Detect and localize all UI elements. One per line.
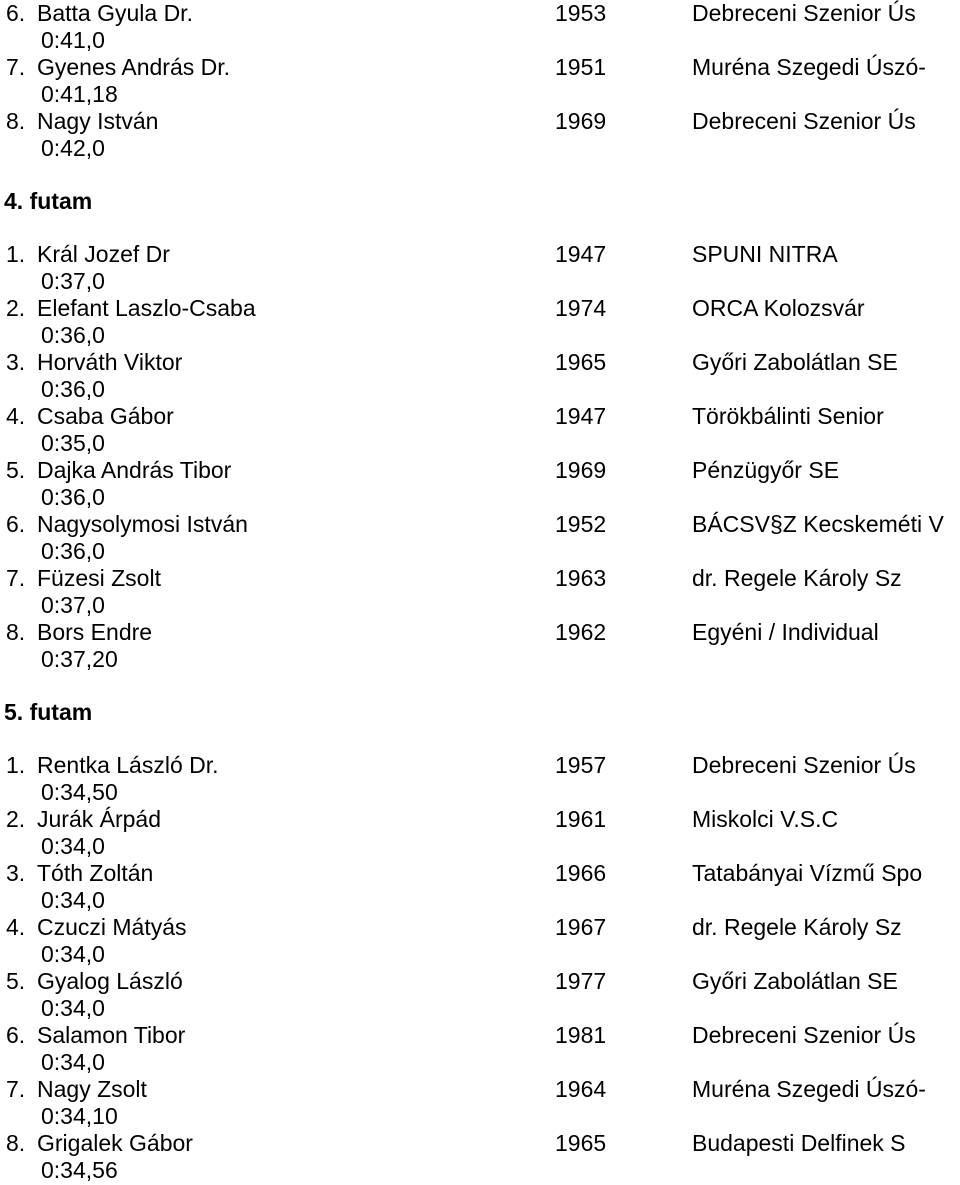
swimmer-name: Gyalog László bbox=[37, 968, 183, 994]
swimmer-name: Nagy Zsolt bbox=[37, 1076, 147, 1102]
birth-year: 1961 bbox=[555, 806, 607, 832]
club-name: SPUNI NITRA bbox=[692, 241, 838, 267]
entry-time: 0:36,0 bbox=[41, 484, 105, 510]
placement: 7. bbox=[6, 1076, 26, 1102]
result-time-row bbox=[0, 81, 960, 108]
section-spacer bbox=[0, 673, 960, 699]
placement: 5. bbox=[6, 968, 26, 994]
swimmer-name: Füzesi Zsolt bbox=[37, 565, 161, 591]
result-time-row bbox=[0, 592, 960, 619]
swimmer-name: Elefant Laszlo-Csaba bbox=[37, 295, 256, 321]
club-name: BÁCSV§Z Kecskeméti V bbox=[692, 511, 944, 537]
heat-title bbox=[0, 188, 960, 215]
entry-time: 0:34,50 bbox=[41, 779, 118, 805]
result-time-row bbox=[0, 1157, 960, 1184]
result-time-row bbox=[0, 484, 960, 511]
swimmer-name: Horváth Viktor bbox=[37, 349, 183, 375]
club-name: dr. Regele Károly Sz bbox=[692, 914, 902, 940]
entry-time: 0:37,20 bbox=[41, 646, 118, 672]
entry-time: 0:37,0 bbox=[41, 592, 105, 618]
placement: 6. bbox=[6, 0, 26, 26]
club-name: Győri Zabolátlan SE bbox=[692, 968, 898, 994]
birth-year: 1952 bbox=[555, 511, 607, 537]
result-time-row bbox=[0, 430, 960, 457]
birth-year: 1965 bbox=[555, 349, 607, 375]
result-time-row bbox=[0, 941, 960, 968]
result-row bbox=[0, 565, 960, 592]
result-time-row bbox=[0, 376, 960, 403]
entry-time: 0:41,18 bbox=[41, 81, 118, 107]
swimmer-name: Rentka László Dr. bbox=[37, 752, 219, 778]
swimmer-name: Tóth Zoltán bbox=[37, 860, 154, 886]
birth-year: 1981 bbox=[555, 1022, 607, 1048]
result-row bbox=[0, 108, 960, 135]
swimmer-name: Jurák Árpád bbox=[37, 806, 162, 832]
entry-time: 0:41,0 bbox=[41, 27, 105, 53]
club-name: Pénzügyőr SE bbox=[692, 457, 840, 483]
entry-time: 0:36,0 bbox=[41, 376, 105, 402]
club-name: Egyéni / Individual bbox=[692, 619, 879, 645]
result-row bbox=[0, 457, 960, 484]
swimmer-name: Grigalek Gábor bbox=[37, 1130, 193, 1156]
swimmer-name: Batta Gyula Dr. bbox=[37, 0, 193, 26]
result-row bbox=[0, 752, 960, 779]
club-name: Debreceni Szenior Ús bbox=[692, 0, 916, 26]
placement: 2. bbox=[6, 806, 26, 832]
result-time-row bbox=[0, 538, 960, 565]
placement: 6. bbox=[6, 1022, 26, 1048]
placement: 7. bbox=[6, 565, 26, 591]
birth-year: 1966 bbox=[555, 860, 607, 886]
entry-time: 0:34,0 bbox=[41, 1049, 105, 1075]
club-name: Tatabányai Vízmű Spo bbox=[692, 860, 923, 886]
result-time-row bbox=[0, 887, 960, 914]
result-row bbox=[0, 349, 960, 376]
entry-time: 0:42,0 bbox=[41, 135, 105, 161]
result-row bbox=[0, 914, 960, 941]
club-name: Muréna Szegedi Úszó- bbox=[692, 1076, 926, 1102]
result-time-row bbox=[0, 27, 960, 54]
placement: 4. bbox=[6, 403, 26, 429]
result-row bbox=[0, 1022, 960, 1049]
result-row bbox=[0, 1130, 960, 1157]
result-row bbox=[0, 54, 960, 81]
birth-year: 1969 bbox=[555, 457, 607, 483]
placement: 8. bbox=[6, 1130, 26, 1156]
result-row bbox=[0, 619, 960, 646]
result-time-row bbox=[0, 1049, 960, 1076]
entry-time: 0:34,56 bbox=[41, 1157, 118, 1183]
result-time-row bbox=[0, 268, 960, 295]
birth-year: 1947 bbox=[555, 403, 607, 429]
entry-time: 0:34,0 bbox=[41, 833, 105, 859]
entry-time: 0:34,0 bbox=[41, 887, 105, 913]
birth-year: 1964 bbox=[555, 1076, 607, 1102]
swimmer-name: Nagy István bbox=[37, 108, 159, 134]
birth-year: 1967 bbox=[555, 914, 607, 940]
birth-year: 1969 bbox=[555, 108, 607, 134]
entry-time: 0:34,10 bbox=[41, 1103, 118, 1129]
placement: 6. bbox=[6, 511, 26, 537]
club-name: ORCA Kolozsvár bbox=[692, 295, 865, 321]
entry-time: 0:36,0 bbox=[41, 322, 105, 348]
birth-year: 1951 bbox=[555, 54, 607, 80]
section-spacer bbox=[0, 162, 960, 188]
birth-year: 1977 bbox=[555, 968, 607, 994]
club-name: Győri Zabolátlan SE bbox=[692, 349, 898, 375]
result-time-row bbox=[0, 135, 960, 162]
club-name: Debreceni Szenior Ús bbox=[692, 752, 916, 778]
placement: 3. bbox=[6, 860, 26, 886]
result-time-row bbox=[0, 322, 960, 349]
club-name: Muréna Szegedi Úszó- bbox=[692, 54, 926, 80]
entry-time: 0:34,0 bbox=[41, 941, 105, 967]
birth-year: 1953 bbox=[555, 0, 607, 26]
placement: 3. bbox=[6, 349, 26, 375]
result-row bbox=[0, 968, 960, 995]
birth-year: 1962 bbox=[555, 619, 607, 645]
swimmer-name: Dajka András Tibor bbox=[37, 457, 232, 483]
result-time-row bbox=[0, 646, 960, 673]
birth-year: 1957 bbox=[555, 752, 607, 778]
swimmer-name: Král Jozef Dr bbox=[37, 241, 170, 267]
swimmer-name: Gyenes András Dr. bbox=[37, 54, 231, 80]
heat-title bbox=[0, 699, 960, 726]
club-name: Törökbálinti Senior bbox=[692, 403, 884, 429]
result-row bbox=[0, 511, 960, 538]
section-spacer bbox=[0, 726, 960, 752]
club-name: Debreceni Szenior Ús bbox=[692, 1022, 916, 1048]
entry-time: 0:34,0 bbox=[41, 995, 105, 1021]
placement: 8. bbox=[6, 619, 26, 645]
entry-time: 0:36,0 bbox=[41, 538, 105, 564]
birth-year: 1965 bbox=[555, 1130, 607, 1156]
club-name: Budapesti Delfinek S bbox=[692, 1130, 906, 1156]
placement: 4. bbox=[6, 914, 26, 940]
placement: 1. bbox=[6, 241, 26, 267]
swimmer-name: Salamon Tibor bbox=[37, 1022, 186, 1048]
heat-title-text: 4. futam bbox=[4, 188, 93, 214]
placement: 5. bbox=[6, 457, 26, 483]
birth-year: 1974 bbox=[555, 295, 607, 321]
result-row bbox=[0, 295, 960, 322]
result-row bbox=[0, 241, 960, 268]
result-time-row bbox=[0, 833, 960, 860]
entry-time: 0:37,0 bbox=[41, 268, 105, 294]
swimmer-name: Nagysolymosi István bbox=[37, 511, 248, 537]
birth-year: 1947 bbox=[555, 241, 607, 267]
result-row bbox=[0, 1076, 960, 1103]
section-spacer bbox=[0, 215, 960, 241]
heat-title-text: 5. futam bbox=[4, 699, 93, 725]
result-row bbox=[0, 806, 960, 833]
result-time-row bbox=[0, 779, 960, 806]
placement: 2. bbox=[6, 295, 26, 321]
swimmer-name: Czuczi Mátyás bbox=[37, 914, 187, 940]
result-row bbox=[0, 403, 960, 430]
swimmer-name: Bors Endre bbox=[37, 619, 153, 645]
placement: 8. bbox=[6, 108, 26, 134]
placement: 1. bbox=[6, 752, 26, 778]
result-row bbox=[0, 860, 960, 887]
placement: 7. bbox=[6, 54, 26, 80]
club-name: dr. Regele Károly Sz bbox=[692, 565, 902, 591]
club-name: Miskolci V.S.C bbox=[692, 806, 839, 832]
result-time-row bbox=[0, 1103, 960, 1130]
swimmer-name: Csaba Gábor bbox=[37, 403, 174, 429]
birth-year: 1963 bbox=[555, 565, 607, 591]
entry-time: 0:35,0 bbox=[41, 430, 105, 456]
result-time-row bbox=[0, 995, 960, 1022]
club-name: Debreceni Szenior Ús bbox=[692, 108, 916, 134]
result-row bbox=[0, 0, 960, 27]
